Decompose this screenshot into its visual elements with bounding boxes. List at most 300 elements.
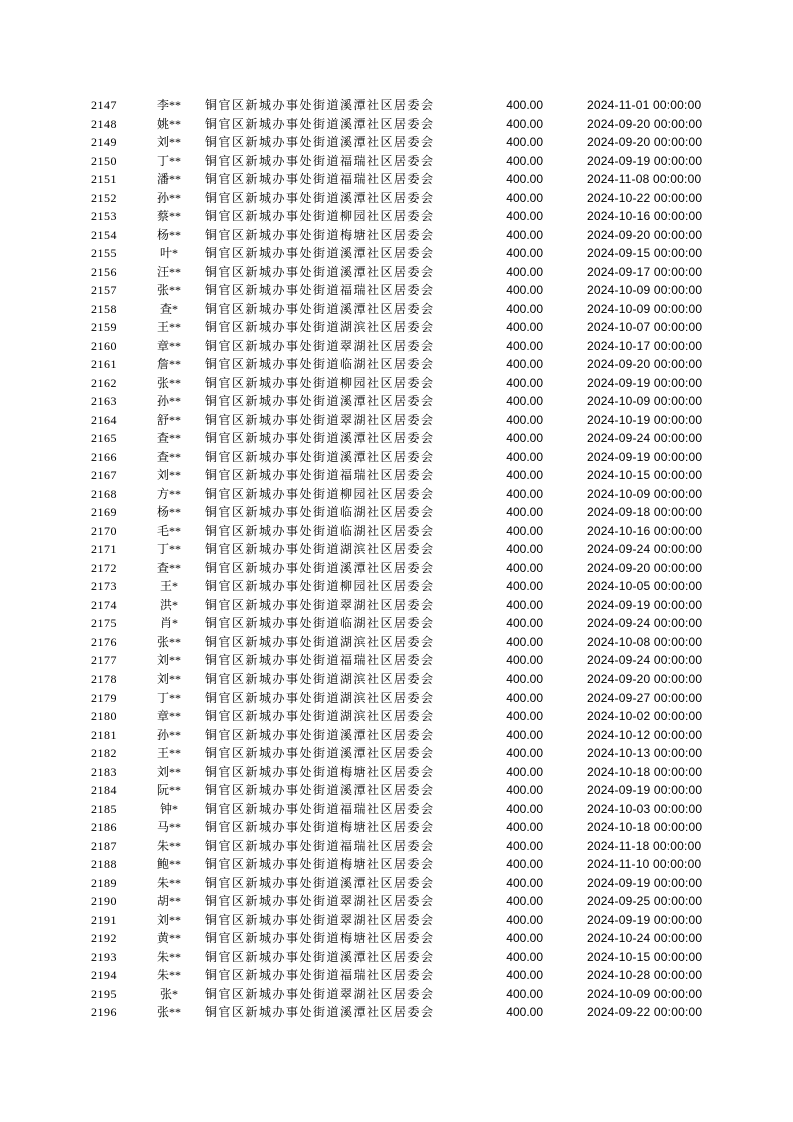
timestamp: 2024-09-20 00:00:00 (587, 671, 703, 686)
org-name: 铜官区新城办事处街道梅塘社区居委会 (205, 931, 435, 946)
amount-value: 400.00 (506, 172, 543, 187)
timestamp: 2024-10-15 00:00:00 (587, 468, 703, 483)
row-number: 2150 (91, 153, 117, 168)
table-row (0, 244, 793, 263)
timestamp: 2024-09-19 00:00:00 (587, 597, 703, 612)
row-number: 2191 (91, 912, 117, 927)
row-number: 2186 (91, 820, 117, 835)
masked-name: 阮** (156, 783, 181, 798)
amount-value: 400.00 (506, 431, 543, 446)
timestamp: 2024-09-17 00:00:00 (587, 264, 703, 279)
masked-name: 王** (156, 320, 181, 335)
masked-name: 章** (156, 338, 181, 353)
row-number: 2151 (91, 172, 117, 187)
amount-value: 400.00 (506, 690, 543, 705)
row-number: 2149 (91, 135, 117, 150)
row-number: 2184 (91, 783, 117, 798)
table-row (0, 429, 793, 448)
timestamp: 2024-11-01 00:00:00 (587, 98, 702, 112)
row-number: 2178 (91, 671, 117, 686)
timestamp: 2024-10-19 00:00:00 (587, 412, 703, 427)
table-row (0, 170, 793, 189)
row-number: 2160 (91, 338, 117, 353)
row-number: 2170 (91, 523, 117, 538)
masked-name: 朱** (156, 875, 181, 890)
table-row (0, 207, 793, 226)
org-name: 铜官区新城办事处街道福瑞社区居委会 (205, 153, 435, 168)
org-name: 铜官区新城办事处街道翠湖社区居委会 (205, 894, 435, 909)
masked-name: 汪** (156, 264, 181, 279)
org-name: 铜官区新城办事处街道湖滨社区居委会 (205, 542, 435, 557)
timestamp: 2024-09-20 00:00:00 (587, 357, 703, 372)
table-row (0, 115, 793, 134)
row-number: 2193 (91, 949, 117, 964)
masked-name: 鲍** (156, 857, 181, 872)
masked-name: 潘** (156, 172, 181, 187)
amount-value: 400.00 (506, 153, 543, 168)
masked-name: 王** (156, 746, 181, 761)
row-number: 2195 (91, 986, 117, 1001)
masked-name: 王* (159, 579, 178, 594)
amount-value: 400.00 (506, 394, 543, 409)
timestamp: 2024-09-24 00:00:00 (587, 431, 703, 446)
org-name: 铜官区新城办事处街道柳园社区居委会 (205, 579, 435, 594)
table-row (0, 948, 793, 967)
org-name: 铜官区新城办事处街道湖滨社区居委会 (205, 320, 435, 335)
table-row (0, 300, 793, 319)
row-number: 2194 (91, 968, 117, 983)
timestamp: 2024-09-18 00:00:00 (587, 505, 703, 520)
masked-name: 丁** (156, 690, 181, 705)
org-name: 铜官区新城办事处街道临湖社区居委会 (205, 616, 435, 631)
masked-name: 肖* (159, 616, 178, 631)
amount-value: 400.00 (506, 560, 543, 575)
org-name: 铜官区新城办事处街道溪潭社区居委会 (205, 746, 435, 761)
timestamp: 2024-10-24 00:00:00 (587, 931, 703, 946)
table-row (0, 855, 793, 874)
row-number: 2176 (91, 634, 117, 649)
amount-value: 400.00 (506, 468, 543, 483)
org-name: 铜官区新城办事处街道溪潭社区居委会 (205, 98, 435, 112)
masked-name: 钟* (159, 801, 178, 816)
table-row (0, 670, 793, 689)
table-row (0, 874, 793, 893)
masked-name: 毛** (156, 523, 181, 538)
org-name: 铜官区新城办事处街道福瑞社区居委会 (205, 468, 435, 483)
table-row (0, 485, 793, 504)
amount-value: 400.00 (506, 709, 543, 724)
amount-value: 400.00 (506, 320, 543, 335)
org-name: 铜官区新城办事处街道柳园社区居委会 (205, 209, 435, 224)
masked-name: 刘** (156, 671, 181, 686)
table-row (0, 763, 793, 782)
row-number: 2157 (91, 283, 117, 298)
row-number: 2174 (91, 597, 117, 612)
table-row (0, 152, 793, 171)
timestamp: 2024-09-20 00:00:00 (587, 135, 703, 150)
row-number: 2155 (91, 246, 117, 261)
row-number: 2162 (91, 375, 117, 390)
masked-name: 朱** (156, 968, 181, 983)
amount-value: 400.00 (506, 968, 543, 983)
timestamp: 2024-10-28 00:00:00 (587, 968, 703, 983)
org-name: 铜官区新城办事处街道湖滨社区居委会 (205, 709, 435, 724)
row-number: 2175 (91, 616, 117, 631)
row-number: 2179 (91, 690, 117, 705)
masked-name: 姚** (156, 116, 181, 131)
org-name: 铜官区新城办事处街道梅塘社区居委会 (205, 820, 435, 835)
amount-value: 400.00 (506, 246, 543, 261)
table-row (0, 226, 793, 245)
masked-name: 查** (156, 431, 181, 446)
row-number: 2169 (91, 505, 117, 520)
timestamp: 2024-10-03 00:00:00 (587, 801, 703, 816)
org-name: 铜官区新城办事处街道溪潭社区居委会 (205, 135, 435, 150)
table-row (0, 911, 793, 930)
table-row (0, 744, 793, 763)
payment-record-table (0, 96, 793, 1022)
timestamp: 2024-09-20 00:00:00 (587, 560, 703, 575)
amount-value: 400.00 (506, 264, 543, 279)
timestamp: 2024-09-19 00:00:00 (587, 449, 703, 464)
amount-value: 400.00 (506, 209, 543, 224)
org-name: 铜官区新城办事处街道溪潭社区居委会 (205, 394, 435, 409)
row-number: 2153 (91, 209, 117, 224)
row-number: 2163 (91, 394, 117, 409)
masked-name: 张** (156, 1005, 181, 1020)
timestamp: 2024-09-19 00:00:00 (587, 153, 703, 168)
amount-value: 400.00 (506, 301, 543, 316)
table-row (0, 614, 793, 633)
timestamp: 2024-10-09 00:00:00 (587, 283, 703, 298)
org-name: 铜官区新城办事处街道临湖社区居委会 (205, 505, 435, 520)
timestamp: 2024-10-09 00:00:00 (587, 394, 703, 409)
amount-value: 400.00 (506, 857, 543, 872)
row-number: 2158 (91, 301, 117, 316)
row-number: 2154 (91, 227, 117, 242)
org-name: 铜官区新城办事处街道溪潭社区居委会 (205, 949, 435, 964)
timestamp: 2024-10-09 00:00:00 (587, 301, 703, 316)
amount-value: 400.00 (506, 727, 543, 742)
table-row (0, 96, 793, 115)
timestamp: 2024-09-20 00:00:00 (587, 227, 703, 242)
org-name: 铜官区新城办事处街道临湖社区居委会 (205, 357, 435, 372)
masked-name: 张** (156, 634, 181, 649)
timestamp: 2024-10-13 00:00:00 (587, 746, 703, 761)
org-name: 铜官区新城办事处街道翠湖社区居委会 (205, 986, 435, 1001)
org-name: 铜官区新城办事处街道柳园社区居委会 (205, 486, 435, 501)
row-number: 2173 (91, 579, 117, 594)
org-name: 铜官区新城办事处街道翠湖社区居委会 (205, 912, 435, 927)
table-row (0, 466, 793, 485)
amount-value: 400.00 (506, 505, 543, 520)
timestamp: 2024-10-09 00:00:00 (587, 986, 703, 1001)
row-number: 2181 (91, 727, 117, 742)
timestamp: 2024-10-07 00:00:00 (587, 320, 703, 335)
row-number: 2152 (91, 190, 117, 205)
amount-value: 400.00 (506, 801, 543, 816)
table-row (0, 1003, 793, 1022)
table-row (0, 726, 793, 745)
masked-name: 方** (156, 486, 181, 501)
org-name: 铜官区新城办事处街道福瑞社区居委会 (205, 801, 435, 816)
amount-value: 400.00 (506, 412, 543, 427)
table-row (0, 781, 793, 800)
timestamp: 2024-10-18 00:00:00 (587, 764, 703, 779)
row-number: 2164 (91, 412, 117, 427)
table-row (0, 559, 793, 578)
table-row (0, 189, 793, 208)
table-row (0, 837, 793, 856)
masked-name: 张** (156, 375, 181, 390)
org-name: 铜官区新城办事处街道翠湖社区居委会 (205, 597, 435, 612)
masked-name: 杨** (156, 505, 181, 520)
table-row (0, 633, 793, 652)
masked-name: 刘** (156, 135, 181, 150)
timestamp: 2024-10-17 00:00:00 (587, 338, 703, 353)
table-row (0, 411, 793, 430)
table-row (0, 707, 793, 726)
amount-value: 400.00 (506, 949, 543, 964)
amount-value: 400.00 (506, 634, 543, 649)
org-name: 铜官区新城办事处街道福瑞社区居委会 (205, 172, 435, 187)
masked-name: 刘** (156, 912, 181, 927)
timestamp: 2024-10-15 00:00:00 (587, 949, 703, 964)
masked-name: 查* (159, 301, 178, 316)
table-row (0, 689, 793, 708)
masked-name: 黄** (156, 931, 181, 946)
masked-name: 孙** (156, 727, 181, 742)
masked-name: 杨** (156, 227, 181, 242)
amount-value: 400.00 (506, 98, 543, 112)
timestamp: 2024-10-18 00:00:00 (587, 820, 703, 835)
masked-name: 查** (156, 560, 181, 575)
amount-value: 400.00 (506, 523, 543, 538)
table-row (0, 133, 793, 152)
amount-value: 400.00 (506, 746, 543, 761)
timestamp: 2024-11-10 00:00:00 (587, 857, 702, 872)
row-number: 2196 (91, 1005, 117, 1020)
masked-name: 马** (156, 820, 181, 835)
amount-value: 400.00 (506, 283, 543, 298)
amount-value: 400.00 (506, 116, 543, 131)
masked-name: 章** (156, 709, 181, 724)
masked-name: 朱** (156, 838, 181, 853)
amount-value: 400.00 (506, 912, 543, 927)
table-row (0, 651, 793, 670)
masked-name: 刘** (156, 653, 181, 668)
org-name: 铜官区新城办事处街道福瑞社区居委会 (205, 283, 435, 298)
amount-value: 400.00 (506, 1005, 543, 1020)
masked-name: 刘** (156, 468, 181, 483)
table-row (0, 800, 793, 819)
org-name: 铜官区新城办事处街道溪潭社区居委会 (205, 190, 435, 205)
amount-value: 400.00 (506, 338, 543, 353)
masked-name: 洪* (159, 597, 178, 612)
timestamp: 2024-10-22 00:00:00 (587, 190, 703, 205)
timestamp: 2024-09-24 00:00:00 (587, 653, 703, 668)
org-name: 铜官区新城办事处街道福瑞社区居委会 (205, 653, 435, 668)
org-name: 铜官区新城办事处街道溪潭社区居委会 (205, 727, 435, 742)
row-number: 2159 (91, 320, 117, 335)
amount-value: 400.00 (506, 542, 543, 557)
org-name: 铜官区新城办事处街道湖滨社区居委会 (205, 671, 435, 686)
org-name: 铜官区新城办事处街道湖滨社区居委会 (205, 690, 435, 705)
table-row (0, 503, 793, 522)
table-row (0, 596, 793, 615)
timestamp: 2024-11-18 00:00:00 (587, 838, 702, 853)
row-number: 2171 (91, 542, 117, 557)
org-name: 铜官区新城办事处街道翠湖社区居委会 (205, 338, 435, 353)
table-row (0, 966, 793, 985)
masked-name: 叶* (159, 246, 178, 261)
org-name: 铜官区新城办事处街道溪潭社区居委会 (205, 1005, 435, 1020)
org-name: 铜官区新城办事处街道溪潭社区居委会 (205, 783, 435, 798)
masked-name: 张* (159, 986, 178, 1001)
table-row (0, 577, 793, 596)
table-row (0, 281, 793, 300)
row-number: 2177 (91, 653, 117, 668)
masked-name: 丁** (156, 153, 181, 168)
amount-value: 400.00 (506, 375, 543, 390)
row-number: 2189 (91, 875, 117, 890)
timestamp: 2024-10-02 00:00:00 (587, 709, 703, 724)
row-number: 2148 (91, 116, 117, 131)
org-name: 铜官区新城办事处街道溪潭社区居委会 (205, 560, 435, 575)
timestamp: 2024-09-24 00:00:00 (587, 542, 703, 557)
timestamp: 2024-11-08 00:00:00 (587, 172, 702, 187)
timestamp: 2024-09-20 00:00:00 (587, 116, 703, 131)
amount-value: 400.00 (506, 764, 543, 779)
amount-value: 400.00 (506, 875, 543, 890)
masked-name: 胡** (156, 894, 181, 909)
masked-name: 蔡** (156, 209, 181, 224)
timestamp: 2024-09-19 00:00:00 (587, 375, 703, 390)
org-name: 铜官区新城办事处街道福瑞社区居委会 (205, 968, 435, 983)
amount-value: 400.00 (506, 486, 543, 501)
org-name: 铜官区新城办事处街道福瑞社区居委会 (205, 838, 435, 853)
masked-name: 李** (156, 98, 181, 112)
masked-name: 孙** (156, 190, 181, 205)
timestamp: 2024-10-16 00:00:00 (587, 209, 703, 224)
amount-value: 400.00 (506, 986, 543, 1001)
masked-name: 丁** (156, 542, 181, 557)
amount-value: 400.00 (506, 616, 543, 631)
masked-name: 张** (156, 283, 181, 298)
timestamp: 2024-09-19 00:00:00 (587, 875, 703, 890)
org-name: 铜官区新城办事处街道溪潭社区居委会 (205, 875, 435, 890)
amount-value: 400.00 (506, 357, 543, 372)
amount-value: 400.00 (506, 190, 543, 205)
table-row (0, 374, 793, 393)
timestamp: 2024-10-09 00:00:00 (587, 486, 703, 501)
org-name: 铜官区新城办事处街道柳园社区居委会 (205, 375, 435, 390)
org-name: 铜官区新城办事处街道溪潭社区居委会 (205, 264, 435, 279)
row-number: 2156 (91, 264, 117, 279)
amount-value: 400.00 (506, 135, 543, 150)
amount-value: 400.00 (506, 838, 543, 853)
timestamp: 2024-09-25 00:00:00 (587, 894, 703, 909)
row-number: 2167 (91, 468, 117, 483)
timestamp: 2024-10-08 00:00:00 (587, 634, 703, 649)
org-name: 铜官区新城办事处街道溪潭社区居委会 (205, 246, 435, 261)
org-name: 铜官区新城办事处街道湖滨社区居委会 (205, 634, 435, 649)
row-number: 2190 (91, 894, 117, 909)
masked-name: 詹** (156, 357, 181, 372)
amount-value: 400.00 (506, 653, 543, 668)
masked-name: 刘** (156, 764, 181, 779)
table-row (0, 448, 793, 467)
table-row (0, 337, 793, 356)
table-row (0, 540, 793, 559)
table-row (0, 985, 793, 1004)
row-number: 2161 (91, 357, 117, 372)
row-number: 2168 (91, 486, 117, 501)
org-name: 铜官区新城办事处街道溪潭社区居委会 (205, 449, 435, 464)
row-number: 2165 (91, 431, 117, 446)
table-row (0, 318, 793, 337)
table-row (0, 818, 793, 837)
timestamp: 2024-09-15 00:00:00 (587, 246, 703, 261)
org-name: 铜官区新城办事处街道溪潭社区居委会 (205, 431, 435, 446)
masked-name: 查** (156, 449, 181, 464)
timestamp: 2024-09-22 00:00:00 (587, 1005, 703, 1020)
amount-value: 400.00 (506, 931, 543, 946)
table-row (0, 392, 793, 411)
timestamp: 2024-09-27 00:00:00 (587, 690, 703, 705)
row-number: 2183 (91, 764, 117, 779)
org-name: 铜官区新城办事处街道梅塘社区居委会 (205, 764, 435, 779)
timestamp: 2024-09-19 00:00:00 (587, 783, 703, 798)
table-row (0, 522, 793, 541)
row-number: 2185 (91, 801, 117, 816)
row-number: 2187 (91, 838, 117, 853)
amount-value: 400.00 (506, 227, 543, 242)
timestamp: 2024-10-16 00:00:00 (587, 523, 703, 538)
row-number: 2192 (91, 931, 117, 946)
table-row (0, 355, 793, 374)
row-number: 2182 (91, 746, 117, 761)
org-name: 铜官区新城办事处街道梅塘社区居委会 (205, 227, 435, 242)
timestamp: 2024-10-05 00:00:00 (587, 579, 703, 594)
amount-value: 400.00 (506, 449, 543, 464)
amount-value: 400.00 (506, 894, 543, 909)
amount-value: 400.00 (506, 579, 543, 594)
amount-value: 400.00 (506, 820, 543, 835)
masked-name: 孙** (156, 394, 181, 409)
org-name: 铜官区新城办事处街道翠湖社区居委会 (205, 412, 435, 427)
org-name: 铜官区新城办事处街道梅塘社区居委会 (205, 857, 435, 872)
org-name: 铜官区新城办事处街道临湖社区居委会 (205, 523, 435, 538)
row-number: 2188 (91, 857, 117, 872)
timestamp: 2024-10-12 00:00:00 (587, 727, 703, 742)
masked-name: 朱** (156, 949, 181, 964)
table-row (0, 929, 793, 948)
org-name: 铜官区新城办事处街道溪潭社区居委会 (205, 301, 435, 316)
row-number: 2180 (91, 709, 117, 724)
amount-value: 400.00 (506, 783, 543, 798)
amount-value: 400.00 (506, 597, 543, 612)
table-row (0, 892, 793, 911)
row-number: 2147 (91, 98, 117, 112)
masked-name: 舒** (156, 412, 181, 427)
timestamp: 2024-09-19 00:00:00 (587, 912, 703, 927)
row-number: 2166 (91, 449, 117, 464)
amount-value: 400.00 (506, 671, 543, 686)
org-name: 铜官区新城办事处街道溪潭社区居委会 (205, 116, 435, 131)
table-row (0, 263, 793, 282)
timestamp: 2024-09-24 00:00:00 (587, 616, 703, 631)
